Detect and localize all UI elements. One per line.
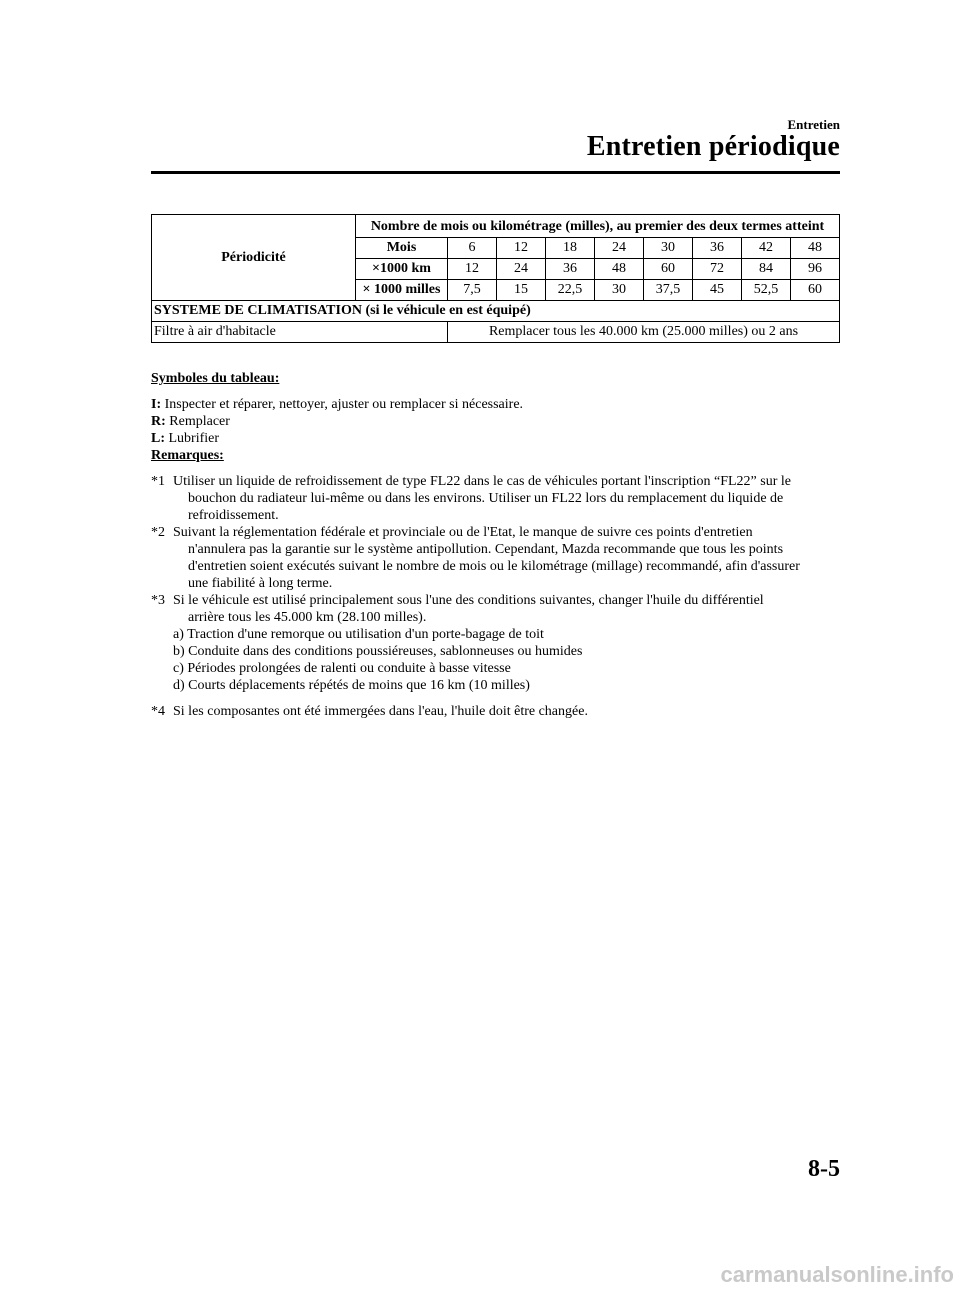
table-cell: 52,5 xyxy=(742,280,791,301)
periodicite-label: Périodicité xyxy=(152,215,356,301)
table-cell: 12 xyxy=(448,259,497,280)
note-line: n'annulera pas la garantie sur le système antipollution. Cependant, Mazda recommande que tous les points xyxy=(188,542,784,557)
header-rule xyxy=(151,171,840,174)
note-2 xyxy=(151,524,841,592)
list-item xyxy=(151,413,841,430)
list-item xyxy=(151,396,841,413)
row-label: ×1000 km xyxy=(356,259,448,280)
table-cell: 18 xyxy=(546,238,595,259)
table-cell: 72 xyxy=(693,259,742,280)
note-mark: *2 xyxy=(151,525,165,540)
note-line: bouchon du radiateur lui-même ou dans les environs. Utiliser un FL22 lors du remplacement du liquide de xyxy=(188,491,784,506)
note-mark: *4 xyxy=(151,704,165,719)
table-cell: 7,5 xyxy=(448,280,497,301)
table-cell: 30 xyxy=(595,280,644,301)
table-cell: 36 xyxy=(693,238,742,259)
symbols-title: Symboles du tableau: xyxy=(151,371,280,386)
table-cell: 36 xyxy=(546,259,595,280)
page-number: 8-5 xyxy=(808,1156,840,1182)
symbols-list xyxy=(151,396,841,447)
item-action: Remplacer tous les 40.000 km (25.000 milles) ou 2 ans xyxy=(448,322,840,343)
table-row xyxy=(152,322,840,343)
table-cell: 30 xyxy=(644,238,693,259)
note-4 xyxy=(151,703,841,720)
page-title: Entretien périodique xyxy=(586,131,840,162)
list-item xyxy=(151,430,841,447)
note-line: d'entretien soient exécutés suivant le nombre de mois ou le kilométrage (millage) recommandé, afin d'assurer xyxy=(188,559,800,574)
table-cell: 60 xyxy=(644,259,693,280)
table-cell: 24 xyxy=(497,259,546,280)
note-mark: *1 xyxy=(151,474,165,489)
note-line: arrière tous les 45.000 km (28.100 milles). xyxy=(188,610,427,625)
note-sub-item: c) Périodes prolongées de ralenti ou conduite à basse vitesse xyxy=(173,661,511,676)
note-line: Si les composantes ont été immergées dans l'eau, l'huile doit être changée. xyxy=(173,704,588,719)
symbol-key: L: xyxy=(151,431,165,446)
note-line: refroidissement. xyxy=(188,508,279,523)
table-cell: 96 xyxy=(791,259,840,280)
row-label: Mois xyxy=(356,238,448,259)
note-3 xyxy=(151,592,841,694)
remarks-list xyxy=(151,473,841,720)
maintenance-schedule-table xyxy=(151,214,840,343)
symbol-text: Lubrifier xyxy=(168,431,220,446)
row-label: × 1000 milles xyxy=(356,280,448,301)
table-cell: 37,5 xyxy=(644,280,693,301)
note-line: Si le véhicule est utilisé principalement sous l'une des conditions suivantes, changer l'huile du différentiel xyxy=(173,593,764,608)
table-cell: 84 xyxy=(742,259,791,280)
notes-content xyxy=(151,370,841,720)
symbol-key: I: xyxy=(151,397,162,412)
item-name: Filtre à air d'habitacle xyxy=(152,322,448,343)
table-cell: 15 xyxy=(497,280,546,301)
table-cell: 24 xyxy=(595,238,644,259)
note-1 xyxy=(151,473,841,524)
note-line: une fiabilité à long terme. xyxy=(188,576,333,591)
watermark: carmanualsonline.info xyxy=(720,1262,954,1287)
table-cell: 45 xyxy=(693,280,742,301)
note-line: Utiliser un liquide de refroidissement de type FL22 dans le cas de véhicules portant l'inscription “FL22” sur le xyxy=(173,474,791,489)
table-cell: 48 xyxy=(791,238,840,259)
table-cell: 42 xyxy=(742,238,791,259)
note-sub-item: d) Courts déplacements répétés de moins que 16 km (10 milles) xyxy=(173,678,530,693)
schedule-span-header: Nombre de mois ou kilométrage (milles), au premier des deux termes atteint xyxy=(356,215,840,238)
table-section-title: SYSTEME DE CLIMATISATION (si le véhicule en est équipé) xyxy=(152,301,840,322)
table-cell: 22,5 xyxy=(546,280,595,301)
note-sub-item: a) Traction d'une remorque ou utilisation d'un porte-bagage de toit xyxy=(173,627,544,642)
table-cell: 60 xyxy=(791,280,840,301)
symbol-text: Inspecter et réparer, nettoyer, ajuster ou remplacer si nécessaire. xyxy=(164,397,524,412)
note-mark: *3 xyxy=(151,593,165,608)
table-cell: 12 xyxy=(497,238,546,259)
note-sub-item: b) Conduite dans des conditions poussiéreuses, sablonneuses ou humides xyxy=(173,644,583,659)
table-cell: 48 xyxy=(595,259,644,280)
remarks-title: Remarques: xyxy=(151,448,224,463)
symbol-key: R: xyxy=(151,414,166,429)
symbol-text: Remplacer xyxy=(169,414,230,429)
note-line: Suivant la réglementation fédérale et provinciale ou de l'Etat, le manque de suivre ces points d'entretien xyxy=(173,525,753,540)
table-cell: 6 xyxy=(448,238,497,259)
section-label: Entretien xyxy=(787,117,840,132)
